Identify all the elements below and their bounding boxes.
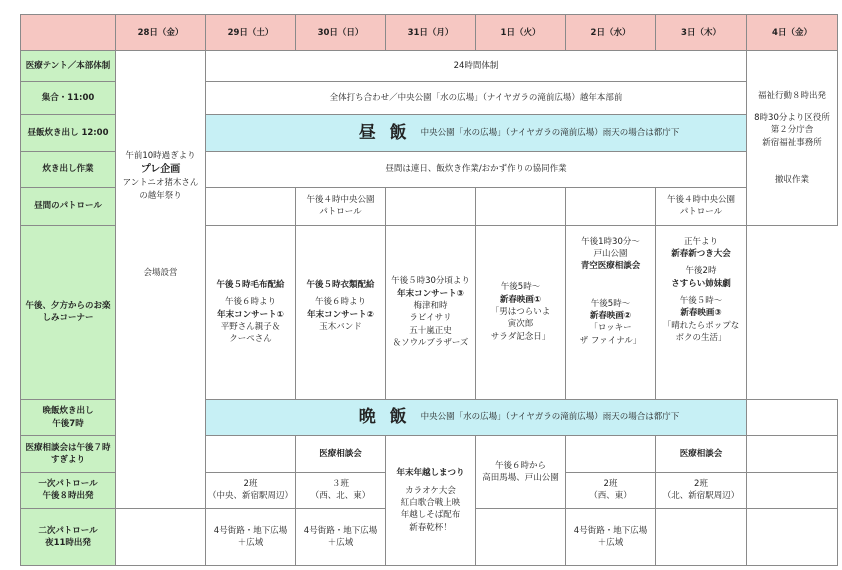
fun-2-movie: 新春映画② — [589, 310, 632, 321]
day4-medical-cell — [747, 436, 838, 472]
dinner-location: 中央公園「水の広場」（ナイヤガラの滝前広場）雨天の場合は都庁下 — [420, 412, 680, 423]
header-day-29: 29日（土） — [206, 15, 296, 51]
fun-2-time-a: 午後1時30分〜 — [581, 236, 640, 247]
day4-dinner-cell — [747, 399, 838, 435]
row-label-lunch: 昼飯炊き出し 12:00 — [21, 115, 116, 151]
day4-teardown: 撤収作業 — [774, 175, 809, 185]
row-label-dinner-b: 午後7時 — [52, 418, 84, 429]
patrol2-2-extra: ＋広域 — [597, 538, 624, 549]
day-patrol-3 — [656, 188, 747, 225]
row-label-cooking-work: 炊き出し作業 — [21, 151, 116, 187]
fun-2-title-a: 「ロッキー — [589, 323, 632, 334]
patrol2-2 — [566, 509, 656, 566]
day28-festival: の越年祭り — [139, 190, 182, 201]
fun-29-performer-b: クーペさん — [229, 334, 272, 345]
day28-patrol2-cell — [116, 509, 206, 566]
patrol1-29-area: （中央、新宿駅周辺） — [208, 491, 294, 502]
span-24h-system: 24時間体制 — [206, 51, 747, 81]
yearend-soba: 年越しそば配布 — [400, 510, 461, 521]
patrol2-2-area: 4号街路・地下広場 — [573, 525, 648, 536]
fun-1 — [476, 225, 566, 399]
day-patrol-30-label: パトロール — [319, 207, 362, 218]
row-label-dinner — [21, 399, 116, 435]
row-label-second-patrol-a: 二次パトロール — [38, 525, 98, 536]
lunch-title: 昼 飯 — [358, 122, 411, 143]
patrol2-30-extra: ＋広域 — [327, 538, 354, 549]
header-day-30: 30日（日） — [296, 15, 386, 51]
patrol2-30 — [296, 509, 386, 566]
fun-1-title-c: サラダ記念日」 — [490, 331, 551, 342]
header-corner — [21, 15, 116, 51]
row-label-second-patrol — [21, 509, 116, 566]
dinner-title: 晩 飯 — [358, 407, 411, 428]
patrol1-29-team: 2班 — [243, 479, 258, 490]
row-label-second-patrol-b: 夜11時出発 — [45, 538, 91, 549]
day-patrol-3-time: 午後４時中央公園 — [666, 195, 735, 206]
yearend-toast: 新春乾杯！ — [409, 522, 452, 533]
patrol2-3 — [656, 509, 747, 566]
day1-evening-cell — [476, 436, 566, 509]
header-day-2: 2日（水） — [566, 15, 656, 51]
day4-ward-office-time: 8時30分より区役所 — [754, 113, 830, 124]
fun-3-title-b: ボクの生活」 — [675, 332, 727, 343]
row-label-first-patrol-a: 一次パトロール — [38, 479, 98, 490]
dinner-banner — [206, 399, 747, 435]
row-label-assembly: 集合・11:00 — [21, 81, 116, 114]
row-medical-tent — [21, 51, 838, 81]
day-patrol-3-label: パトロール — [679, 207, 723, 218]
patrol1-2 — [566, 472, 656, 508]
patrol1-2-area: （西、東） — [589, 491, 632, 502]
fun-30-performer: 玉木バンド — [319, 321, 362, 332]
patrol1-3-area: （北、新宿駅周辺） — [662, 491, 740, 502]
medical-2 — [566, 436, 656, 472]
fun-3-mochi: 新春新つき大会 — [671, 248, 731, 259]
day4-welfare-departure: 福祉行動８時出発 — [757, 90, 826, 101]
patrol1-3 — [656, 472, 747, 508]
fun-2-title-b: ザ ファイナル」 — [579, 335, 642, 346]
day28-morning-time: 午前10時過ぎより — [125, 151, 196, 162]
day4-upper-cell — [747, 51, 838, 225]
patrol1-30 — [296, 472, 386, 508]
header-row — [21, 15, 838, 51]
patrol2-29-extra: ＋広域 — [237, 538, 264, 549]
fun-3-time-b: 午後2時 — [685, 266, 717, 277]
day1-evening-time: 午後６時から — [494, 460, 546, 471]
fun-31-concert: 年末コンサート③ — [397, 288, 464, 299]
day4-patrol2-cell — [747, 509, 838, 566]
header-day-3: 3日（木） — [656, 15, 747, 51]
span-cooking-work: 昼間は連日、飯炊き作業/おかず作りの協同作業 — [206, 151, 747, 187]
schedule-table — [20, 14, 838, 566]
fun-30-clothing: 午後５時衣類配給 — [306, 279, 375, 290]
day-patrol-29 — [206, 188, 296, 225]
header-day-31: 31日（月） — [386, 15, 476, 51]
fun-3-title-a: 「晴れたらポップな — [662, 320, 740, 331]
fun-31 — [386, 225, 476, 399]
fun-30-time: 午後６時より — [314, 297, 366, 308]
fun-29-blanket: 午後５時毛布配給 — [216, 279, 285, 290]
lunch-location: 中央公園「水の広場」（ナイヤガラの滝前広場）雨天の場合は都庁下 — [420, 127, 680, 138]
header-day-28: 28日（金） — [116, 15, 206, 51]
fun-30 — [296, 225, 386, 399]
fun-3-play: さすらい姉妹劇 — [671, 278, 731, 289]
day4-patrol1-cell — [747, 472, 838, 508]
day1-evening-place: 高田馬場、戸山公園 — [482, 473, 559, 484]
fun-2 — [566, 225, 656, 399]
span-general-meeting: 全体打ち合わせ／中央公園「水の広場」（ナイヤガラの滝前広場）越年本部前 — [206, 81, 747, 114]
fun-1-movie: 新春映画① — [499, 294, 542, 305]
day4-branch-office: 第２分庁舎 — [770, 125, 814, 136]
fun-30-concert: 年末コンサート② — [307, 309, 374, 320]
day4-welfare-office: 新宿福祉事務所 — [762, 137, 822, 148]
fun-1-time: 午後5時〜 — [500, 282, 541, 293]
fun-29-performer-a: 平野さん親子＆ — [220, 321, 281, 332]
fun-31-performer-d: ＆ソウルブラザーズ — [392, 337, 469, 348]
day28-guest: アントニオ猪木さん — [122, 178, 199, 189]
fun-31-performer-c: 五十嵐正史 — [409, 325, 452, 336]
row-label-fun-corner: 午後、夕方からのお楽しみコーナー — [21, 225, 116, 399]
row-label-first-patrol-b: 午後８時出発 — [42, 491, 94, 502]
header-day-4: 4日（金） — [747, 15, 838, 51]
row-label-first-patrol — [21, 472, 116, 508]
header-day-1: 1日（火） — [476, 15, 566, 51]
fun-3-time-c: 午後５時〜 — [679, 295, 723, 306]
fun-2-place: 戸山公園 — [593, 248, 628, 259]
patrol1-2-team: 2班 — [603, 479, 618, 490]
medical-30: 医療相談会 — [296, 436, 386, 472]
patrol2-29-area: 4号街路・地下広場 — [213, 525, 288, 536]
medical-3: 医療相談会 — [656, 436, 747, 472]
medical-29 — [206, 436, 296, 472]
patrol2-29 — [206, 509, 296, 566]
fun-3 — [656, 225, 747, 399]
lunch-banner — [206, 115, 747, 151]
day28-pre-event-title: プレ企画 — [140, 163, 181, 175]
day-patrol-2 — [566, 188, 656, 225]
fun-1-title-b: 寅次郎 — [507, 319, 534, 330]
yearend-festival-cell — [386, 436, 476, 566]
patrol1-30-team: ３班 — [331, 479, 349, 490]
fun-2-time-b: 午後5時〜 — [590, 298, 631, 309]
day-patrol-1 — [476, 188, 566, 225]
fun-29-time: 午後６時より — [224, 297, 276, 308]
fun-3-time-a: 正午より — [683, 236, 718, 247]
fun-3-movie: 新春映画③ — [680, 308, 722, 319]
patrol1-30-area: （西、北、東） — [310, 491, 371, 502]
patrol2-30-area: 4号街路・地下広場 — [303, 525, 378, 536]
fun-31-performer-a: 梅津和時 — [413, 300, 448, 311]
yearend-title: 年末年越しまつり — [396, 468, 465, 479]
row-label-medical-tent: 医療テント／本部体制 — [21, 51, 116, 81]
yearend-karaoke: カラオケ大会 — [405, 485, 456, 496]
fun-31-performer-b: ラビイサリ — [409, 313, 452, 324]
day-patrol-30-time: 午後４時中央公園 — [306, 195, 375, 206]
patrol1-29 — [206, 472, 296, 508]
fun-29-concert: 年末コンサート① — [217, 309, 284, 320]
row-label-medical-consult: 医療相談会は午後７時すぎより — [21, 436, 116, 472]
row-label-dinner-a: 晩飯炊き出し — [42, 406, 94, 417]
patrol1-3-team: 2班 — [694, 479, 708, 490]
day-patrol-31 — [386, 188, 476, 225]
fun-1-title-a: 「男はつらいよ — [490, 307, 551, 318]
day28-column-cell — [116, 51, 206, 509]
fun-2-medical: 青空医療相談会 — [580, 261, 641, 272]
yearend-kohaku: 紅白歌合戦上映 — [400, 497, 461, 508]
row-label-day-patrol: 昼間のパトロール — [21, 188, 116, 225]
patrol2-1 — [476, 509, 566, 566]
day28-venue-setup: 会場設営 — [143, 267, 178, 278]
fun-29 — [206, 225, 296, 399]
fun-31-time: 午後５時30分頃より — [391, 276, 470, 287]
day-patrol-30 — [296, 188, 386, 225]
